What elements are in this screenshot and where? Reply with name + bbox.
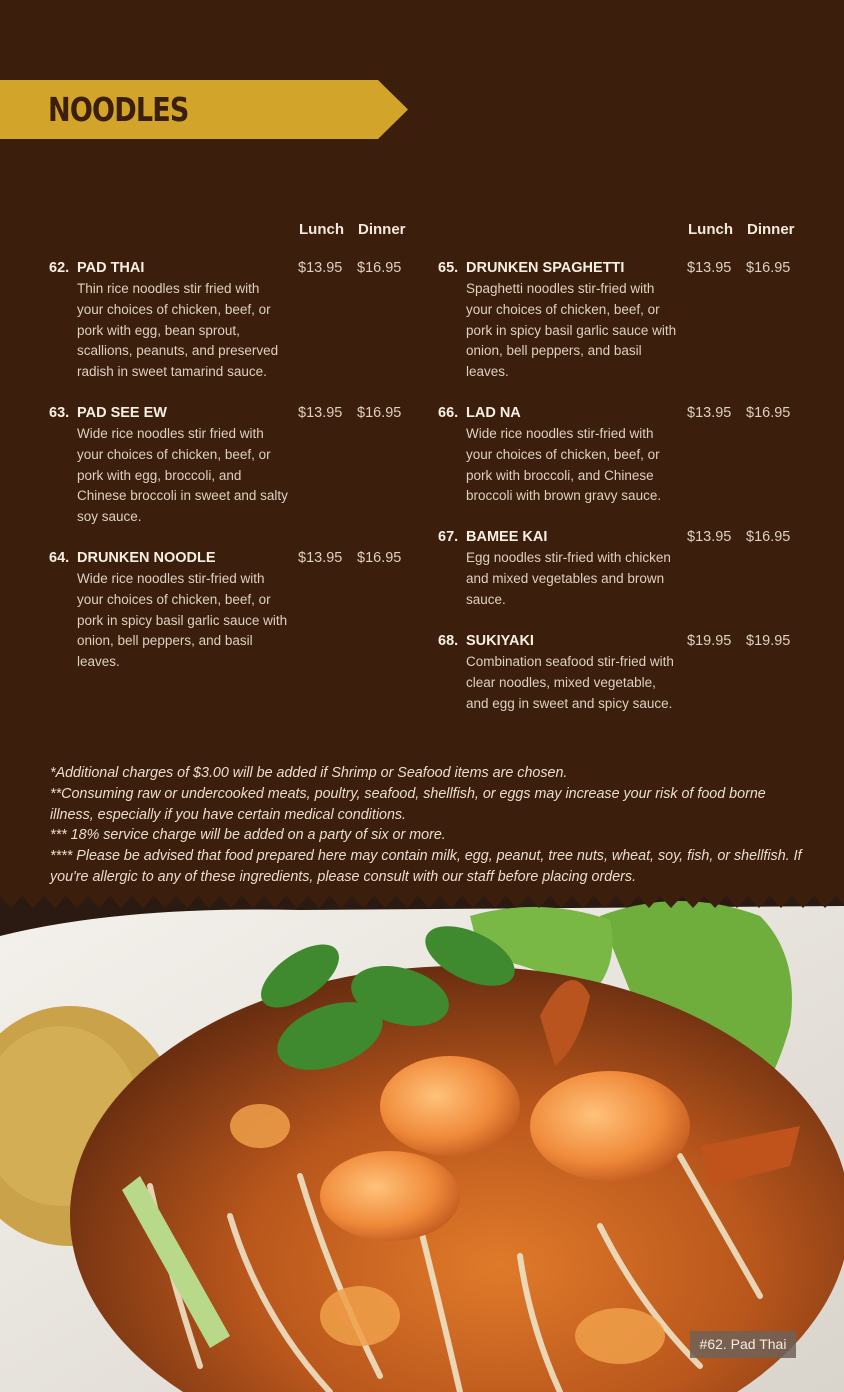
item-dinner-price: $16.95: [357, 405, 402, 421]
footnote: *Additional charges of $3.00 will be added if Shrimp or Seafood items are chosen.: [50, 765, 568, 781]
item-name: BAMEE KAI: [466, 529, 548, 545]
item-name: DRUNKEN NOODLE: [77, 550, 216, 566]
item-number: 63.: [49, 405, 70, 421]
item-number: 68.: [438, 633, 459, 649]
item-number: 64.: [49, 550, 70, 566]
item-dinner-price: $16.95: [746, 260, 791, 276]
dinner-header-right: Dinner: [747, 221, 795, 238]
item-lunch-price: $13.95: [298, 550, 343, 566]
section-banner: [0, 80, 408, 139]
item-number: 67.: [438, 529, 459, 545]
item-description: Combination seafood stir-fried with clear noodles, mixed vegetable, and egg in sweet and spicy sauce.: [466, 654, 674, 711]
item-name: DRUNKEN SPAGHETTI: [466, 260, 625, 276]
item-dinner-price: $16.95: [746, 405, 791, 421]
item-dinner-price: $16.95: [746, 529, 791, 545]
item-number: 66.: [438, 405, 459, 421]
item-description: Wide rice noodles stir-fried with your choices of chicken, beef, or pork with broccoli, and Chinese broccoli with brown gravy sauce.: [466, 426, 662, 504]
item-name: SUKIYAKI: [466, 633, 534, 649]
item-description: Wide rice noodles stir fried with your choices of chicken, beef, or pork with egg, broccoli, and Chinese broccoli in sweet and salty soy sauce.: [77, 426, 288, 525]
item-description: Egg noodles stir-fried with chicken and mixed vegetables and brown sauce.: [466, 550, 671, 607]
item-lunch-price: $13.95: [687, 405, 732, 421]
item-name: LAD NA: [466, 405, 521, 421]
lunch-header-right: Lunch: [688, 221, 733, 238]
pad-thai-image: [0, 896, 844, 1392]
item-number: 65.: [438, 260, 459, 276]
item-lunch-price: $13.95: [298, 260, 343, 276]
item-dinner-price: $16.95: [357, 550, 402, 566]
item-lunch-price: $13.95: [687, 529, 732, 545]
item-number: 62.: [49, 260, 70, 276]
item-lunch-price: $13.95: [298, 405, 343, 421]
lunch-header-left: Lunch: [299, 221, 344, 238]
dinner-header-left: Dinner: [358, 221, 406, 238]
item-name: PAD THAI: [77, 260, 145, 276]
item-name: PAD SEE EW: [77, 405, 167, 421]
footnote: **Consuming raw or undercooked meats, poultry, seafood, shellfish, or eggs may increase your risk of food borne illness, especially if you have certain medical conditions.: [50, 785, 766, 823]
item-lunch-price: $19.95: [687, 633, 732, 649]
footnote: **** Please be advised that food prepared here may contain milk, egg, peanut, tree nuts, wheat, soy, fish, or shellfish. If you're allergic to any of these ingredients, please consult with our staff before placing orders.: [50, 848, 802, 885]
footnote: *** 18% service charge will be added on a party of six or more.: [50, 827, 446, 844]
item-dinner-price: $16.95: [357, 260, 402, 276]
item-dinner-price: $19.95: [746, 633, 791, 649]
item-lunch-price: $13.95: [687, 260, 732, 276]
item-description: Wide rice noodles stir-fried with your choices of chicken, beef, or pork in spicy basil garlic sauce with onion, bell peppers, and basil leaves.: [77, 571, 288, 670]
photo-caption: #62. Pad Thai: [690, 1331, 796, 1358]
item-description: Spaghetti noodles stir-fried with your choices of chicken, beef, or pork in spicy basil garlic sauce with onion, bell peppers, and basil leaves.: [466, 281, 677, 380]
food-photo: [0, 896, 844, 1392]
item-description: Thin rice noodles stir fried with your choices of chicken, beef, or pork with egg, bean sprout, scallions, peanuts, and preserved radish in sweet tamarind sauce.: [77, 281, 279, 380]
section-title: NOODLES: [48, 90, 189, 129]
footnotes: [50, 763, 810, 888]
